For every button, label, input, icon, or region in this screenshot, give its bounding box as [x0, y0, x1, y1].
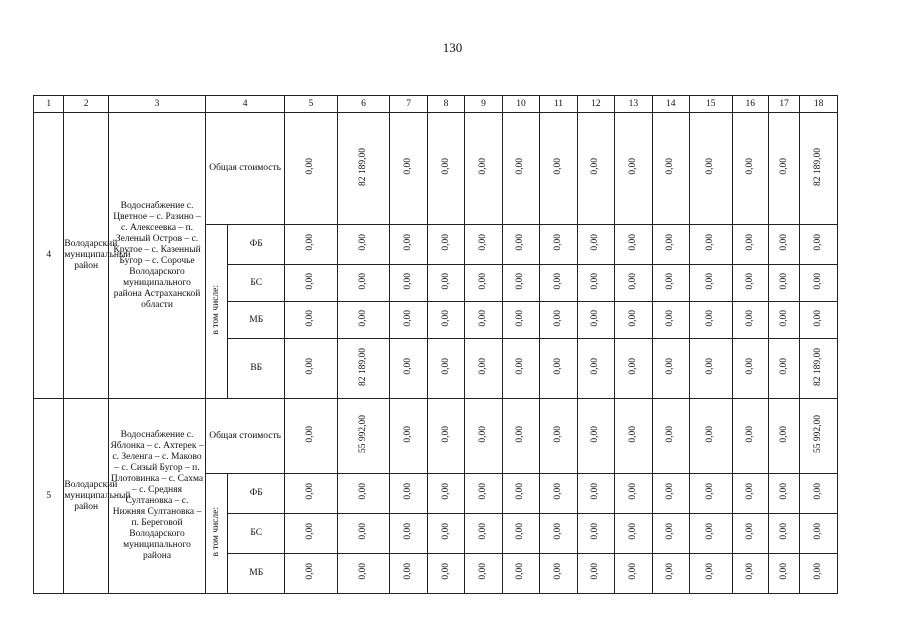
- source-value: [465, 474, 502, 514]
- total-cost-value-text: 0,00: [590, 158, 601, 175]
- source-value: [732, 474, 768, 514]
- source-value: [390, 265, 427, 302]
- source-value: [427, 474, 464, 514]
- source-value: [768, 474, 799, 514]
- including-label: [206, 225, 228, 399]
- source-value-text: 0,00: [813, 523, 824, 540]
- municipality-cell: Володарский муниципальный район: [64, 113, 109, 399]
- total-cost-value-text: 0,00: [515, 158, 526, 175]
- source-value-text: 0,00: [478, 523, 488, 540]
- source-value: [652, 265, 689, 302]
- source-value: [540, 474, 577, 514]
- total-cost-label: Общая стоимость: [206, 113, 285, 225]
- source-value: [502, 514, 539, 554]
- total-cost-value: [800, 113, 838, 225]
- total-cost-value: [577, 113, 614, 225]
- total-cost-value: [337, 113, 390, 225]
- header-cell: 1: [34, 96, 64, 113]
- source-value: [390, 302, 427, 339]
- source-value: [800, 474, 838, 514]
- total-cost-value: [285, 399, 338, 474]
- source-value: [502, 554, 539, 594]
- total-cost-value-text: 0,00: [440, 158, 451, 175]
- source-value-text: 0,00: [705, 272, 716, 290]
- total-cost-value-text: 0,00: [665, 158, 676, 175]
- source-value: [615, 514, 652, 554]
- source-value-text: 0,00: [403, 523, 414, 540]
- source-value: [577, 302, 614, 339]
- source-value: [502, 339, 539, 399]
- source-value-text: 0,00: [552, 358, 563, 375]
- source-value: [652, 225, 689, 265]
- total-cost-value: [390, 113, 427, 225]
- total-cost-value-text: 55 992,00: [358, 415, 369, 453]
- total-cost-value: [768, 399, 799, 474]
- header-cell: 13: [615, 96, 652, 113]
- source-value-text: 0,00: [358, 523, 369, 540]
- source-value: [732, 225, 768, 265]
- total-cost-value-text: 0,00: [403, 425, 414, 443]
- source-label: БС: [228, 514, 285, 554]
- source-value-text: 0,00: [552, 234, 563, 251]
- header-cell: 7: [390, 96, 427, 113]
- source-value: [652, 339, 689, 399]
- financing-table: [33, 95, 838, 594]
- total-cost-value: [465, 113, 502, 225]
- total-cost-value: [652, 399, 689, 474]
- source-value-text: 0,00: [552, 563, 563, 580]
- source-value: [800, 265, 838, 302]
- total-cost-value: [732, 399, 768, 474]
- source-value: [732, 302, 768, 339]
- header-cell: 11: [540, 96, 577, 113]
- source-label: ФБ: [228, 225, 285, 265]
- source-value-text: 0,00: [478, 358, 488, 375]
- source-value: [800, 554, 838, 594]
- source-value: [465, 225, 502, 265]
- source-value-text: 0,00: [358, 563, 369, 580]
- total-cost-value: [652, 113, 689, 225]
- source-value: [337, 554, 390, 594]
- source-value-text: 0,00: [813, 563, 824, 580]
- header-cell: 16: [732, 96, 768, 113]
- source-value-text: 0,00: [515, 358, 526, 375]
- source-value: [465, 339, 502, 399]
- source-value-text: 0,00: [440, 563, 451, 580]
- source-value-text: 0,00: [478, 272, 488, 290]
- source-value: [577, 514, 614, 554]
- source-value-text: 0,00: [778, 272, 789, 290]
- source-value-text: 82 189,00: [813, 347, 824, 386]
- source-value-text: 0,00: [403, 483, 414, 500]
- table-row: [34, 399, 838, 474]
- source-value-text: 0,00: [744, 272, 755, 290]
- source-value-text: 0,00: [403, 309, 414, 327]
- source-value: [732, 554, 768, 594]
- total-cost-value-text: 82 189,00: [358, 147, 369, 186]
- source-value-text: 0,00: [778, 309, 789, 327]
- source-value: [390, 514, 427, 554]
- source-value-text: 0,00: [627, 483, 638, 500]
- source-value: [800, 225, 838, 265]
- source-value-text: 0,00: [778, 523, 789, 540]
- total-cost-value: [768, 113, 799, 225]
- source-value-text: 0,00: [515, 523, 526, 540]
- total-cost-value-text: 55 992,00: [813, 415, 824, 453]
- header-cell: 12: [577, 96, 614, 113]
- source-value-text: 0,00: [744, 234, 755, 251]
- source-value-text: 0,00: [478, 483, 488, 500]
- source-value-text: 0,00: [744, 309, 755, 327]
- source-value-text: 0,00: [590, 234, 601, 251]
- source-value: [427, 339, 464, 399]
- source-value-text: 0,00: [305, 234, 316, 251]
- source-value-text: 0,00: [440, 234, 451, 251]
- source-value-text: 0,00: [305, 309, 316, 327]
- total-cost-value-text: 0,00: [478, 158, 488, 175]
- source-value: [690, 265, 733, 302]
- source-value: [800, 339, 838, 399]
- total-cost-value: [800, 399, 838, 474]
- total-cost-value: [502, 399, 539, 474]
- source-value-text: 0,00: [590, 358, 601, 375]
- source-value: [615, 302, 652, 339]
- source-value: [427, 554, 464, 594]
- source-value: [285, 554, 338, 594]
- header-cell: 9: [465, 96, 502, 113]
- source-value: [690, 514, 733, 554]
- source-value: [690, 554, 733, 594]
- source-value: [652, 302, 689, 339]
- source-value-text: 0,00: [705, 309, 716, 327]
- source-value-text: 0,00: [305, 483, 316, 500]
- source-value-text: 0,00: [552, 272, 563, 290]
- source-value-text: 0,00: [403, 563, 414, 580]
- source-value-text: 0,00: [590, 272, 601, 290]
- source-value: [427, 265, 464, 302]
- total-cost-value: [690, 113, 733, 225]
- source-value-text: 0,00: [705, 358, 716, 375]
- total-cost-value: [690, 399, 733, 474]
- source-value-text: 0,00: [552, 309, 563, 327]
- total-cost-value: [540, 113, 577, 225]
- source-value-text: 0,00: [358, 234, 369, 251]
- source-value: [337, 514, 390, 554]
- source-value: [768, 302, 799, 339]
- source-value-text: 0,00: [440, 483, 451, 500]
- source-value: [337, 339, 390, 399]
- total-cost-value-text: 0,00: [515, 425, 526, 443]
- header-cell: 15: [690, 96, 733, 113]
- total-cost-value-text: 0,00: [478, 425, 488, 443]
- source-value-text: 0,00: [813, 483, 824, 500]
- source-value-text: 0,00: [358, 309, 369, 327]
- source-value-text: 0,00: [813, 234, 824, 251]
- source-value-text: 0,00: [440, 358, 451, 375]
- source-value-text: 0,00: [478, 563, 488, 580]
- row-number: 5: [34, 399, 64, 594]
- source-value-text: 0,00: [744, 523, 755, 540]
- source-value: [390, 554, 427, 594]
- header-row: [34, 96, 838, 113]
- source-value: [800, 514, 838, 554]
- source-value-text: 0,00: [665, 563, 676, 580]
- source-value: [502, 302, 539, 339]
- source-value: [337, 474, 390, 514]
- total-cost-value-text: 0,00: [627, 158, 638, 175]
- source-value: [577, 474, 614, 514]
- source-value-text: 0,00: [440, 523, 451, 540]
- source-value: [690, 474, 733, 514]
- header-cell: 4: [206, 96, 285, 113]
- source-value-text: 0,00: [403, 234, 414, 251]
- source-label: МБ: [228, 554, 285, 594]
- project-description: Водоснабжение с. Яблонка – с. Ахтерек – с. Зеленга – с. Маково – с. Сизый Бугор – п. Плотовинка – с. Сахма – с. Средняя Султановка – с. Нижняя Султановка – п. Береговой Володарского муниципального района: [108, 399, 205, 594]
- header-cell: 17: [768, 96, 799, 113]
- source-value: [540, 554, 577, 594]
- source-label: БС: [228, 265, 285, 302]
- total-cost-value-text: 0,00: [403, 158, 414, 175]
- source-value-text: 0,00: [440, 272, 451, 290]
- total-cost-value: [285, 113, 338, 225]
- source-value-text: 0,00: [744, 563, 755, 580]
- source-value: [732, 265, 768, 302]
- source-value: [615, 554, 652, 594]
- total-cost-value: [427, 399, 464, 474]
- source-value: [465, 302, 502, 339]
- source-value-text: 0,00: [305, 563, 316, 580]
- source-value-text: 0,00: [478, 309, 488, 327]
- total-cost-value-text: 0,00: [705, 158, 716, 175]
- total-cost-value-text: 0,00: [552, 425, 563, 443]
- total-cost-value-text: 0,00: [552, 158, 563, 175]
- total-cost-value: [732, 113, 768, 225]
- source-value-text: 0,00: [778, 234, 789, 251]
- source-value: [768, 339, 799, 399]
- source-value: [615, 339, 652, 399]
- page-number: 130: [442, 40, 463, 55]
- source-value-text: 0,00: [705, 234, 716, 251]
- total-cost-value: [465, 399, 502, 474]
- header-cell: 2: [64, 96, 109, 113]
- source-value: [390, 339, 427, 399]
- source-value: [577, 554, 614, 594]
- source-value: [427, 302, 464, 339]
- source-value: [652, 514, 689, 554]
- source-value-text: 0,00: [305, 358, 316, 375]
- source-value-text: 0,00: [813, 272, 824, 290]
- source-value-text: 0,00: [358, 483, 369, 500]
- total-cost-value-text: 0,00: [305, 158, 316, 175]
- total-cost-value-text: 0,00: [778, 425, 789, 443]
- source-value: [690, 302, 733, 339]
- total-cost-value: [577, 399, 614, 474]
- source-value: [285, 474, 338, 514]
- source-value-text: 0,00: [552, 483, 563, 500]
- total-cost-value-text: 0,00: [665, 425, 676, 443]
- source-label: ВБ: [228, 339, 285, 399]
- total-cost-value: [390, 399, 427, 474]
- header-cell: 8: [427, 96, 464, 113]
- source-value-text: 0,00: [515, 483, 526, 500]
- source-value: [540, 514, 577, 554]
- source-value: [800, 302, 838, 339]
- total-cost-value-text: 82 189,00: [813, 147, 824, 186]
- source-value: [337, 302, 390, 339]
- source-value-text: 0,00: [778, 358, 789, 375]
- source-value: [768, 514, 799, 554]
- source-value-text: 0,00: [590, 523, 601, 540]
- source-value-text: 0,00: [665, 483, 676, 500]
- source-value: [615, 474, 652, 514]
- source-value: [615, 265, 652, 302]
- source-value-text: 0,00: [552, 523, 563, 540]
- source-value: [502, 225, 539, 265]
- total-cost-value-text: 0,00: [627, 425, 638, 443]
- total-cost-value-text: 0,00: [705, 425, 716, 443]
- source-value: [768, 225, 799, 265]
- source-value-text: 0,00: [705, 563, 716, 580]
- source-value: [615, 225, 652, 265]
- including-label-text: в том числе:: [211, 506, 222, 557]
- source-value: [502, 474, 539, 514]
- source-value: [502, 265, 539, 302]
- source-value: [540, 339, 577, 399]
- source-value-text: 0,00: [813, 309, 824, 327]
- total-cost-value-text: 0,00: [590, 425, 601, 443]
- source-value: [652, 554, 689, 594]
- source-value-text: 0,00: [515, 563, 526, 580]
- header-cell: 14: [652, 96, 689, 113]
- source-value-text: 0,00: [403, 272, 414, 290]
- source-value-text: 0,00: [627, 272, 638, 290]
- source-value-text: 0,00: [627, 523, 638, 540]
- source-value-text: 0,00: [305, 523, 316, 540]
- source-value-text: 0,00: [744, 358, 755, 375]
- source-value-text: 0,00: [515, 234, 526, 251]
- source-value: [732, 339, 768, 399]
- source-value: [540, 302, 577, 339]
- source-value: [690, 225, 733, 265]
- source-value: [540, 225, 577, 265]
- source-value-text: 0,00: [440, 309, 451, 327]
- source-value-text: 0,00: [627, 563, 638, 580]
- total-cost-value: [615, 399, 652, 474]
- source-value: [732, 514, 768, 554]
- source-value: [465, 514, 502, 554]
- source-value-text: 0,00: [627, 309, 638, 327]
- total-cost-value: [502, 113, 539, 225]
- total-cost-label: Общая стоимость: [206, 399, 285, 474]
- source-value-text: 0,00: [665, 272, 676, 290]
- project-description: Водоснабжение с. Цветное – с. Разино – с. Алексеевка – п. Зеленый Остров – с. Крутое – с. Казенный Бугор – с. Сорочье Володарского муниципального района Астраханской области: [108, 113, 205, 399]
- source-value: [652, 474, 689, 514]
- table-row: [34, 113, 838, 225]
- header-cell: 18: [800, 96, 838, 113]
- source-value-text: 0,00: [590, 563, 601, 580]
- source-value: [465, 554, 502, 594]
- source-value-text: 82 189,00: [358, 347, 369, 386]
- source-value-text: 0,00: [627, 234, 638, 251]
- total-cost-value: [337, 399, 390, 474]
- source-value-text: 0,00: [627, 358, 638, 375]
- source-value-text: 0,00: [778, 483, 789, 500]
- header-cell: 3: [108, 96, 205, 113]
- source-value: [540, 265, 577, 302]
- source-value: [285, 302, 338, 339]
- total-cost-value: [427, 113, 464, 225]
- source-value-text: 0,00: [665, 523, 676, 540]
- total-cost-value: [615, 113, 652, 225]
- total-cost-value-text: 0,00: [744, 158, 755, 175]
- header-cell: 5: [285, 96, 338, 113]
- source-value-text: 0,00: [305, 272, 316, 290]
- source-value: [577, 265, 614, 302]
- source-value-text: 0,00: [478, 234, 488, 251]
- source-value: [768, 265, 799, 302]
- source-value: [285, 514, 338, 554]
- total-cost-value-text: 0,00: [744, 425, 755, 443]
- total-cost-value-text: 0,00: [778, 158, 789, 175]
- source-value-text: 0,00: [665, 358, 676, 375]
- source-value-text: 0,00: [590, 309, 601, 327]
- source-value: [390, 225, 427, 265]
- source-value-text: 0,00: [515, 272, 526, 290]
- source-value: [465, 265, 502, 302]
- header-cell: 6: [337, 96, 390, 113]
- source-value-text: 0,00: [590, 483, 601, 500]
- source-value-text: 0,00: [744, 483, 755, 500]
- source-value: [427, 225, 464, 265]
- source-value: [285, 339, 338, 399]
- row-number: 4: [34, 113, 64, 399]
- source-value: [690, 339, 733, 399]
- source-value: [768, 554, 799, 594]
- source-value: [577, 339, 614, 399]
- source-value-text: 0,00: [515, 309, 526, 327]
- total-cost-value-text: 0,00: [440, 425, 451, 443]
- source-value: [577, 225, 614, 265]
- source-value-text: 0,00: [403, 358, 414, 375]
- source-label: ФБ: [228, 474, 285, 514]
- header-cell: 10: [502, 96, 539, 113]
- municipality-cell: Володарский муниципальный район: [64, 399, 109, 594]
- source-label: МБ: [228, 302, 285, 339]
- total-cost-value: [540, 399, 577, 474]
- source-value: [285, 265, 338, 302]
- source-value: [390, 474, 427, 514]
- source-value: [285, 225, 338, 265]
- source-value-text: 0,00: [705, 483, 716, 500]
- source-value: [427, 514, 464, 554]
- source-value: [337, 265, 390, 302]
- including-label-text: в том числе:: [211, 284, 222, 335]
- including-label: [206, 474, 228, 594]
- source-value-text: 0,00: [665, 234, 676, 251]
- source-value-text: 0,00: [705, 523, 716, 540]
- source-value-text: 0,00: [358, 272, 369, 290]
- source-value: [337, 225, 390, 265]
- source-value-text: 0,00: [778, 563, 789, 580]
- source-value-text: 0,00: [665, 309, 676, 327]
- total-cost-value-text: 0,00: [305, 425, 316, 443]
